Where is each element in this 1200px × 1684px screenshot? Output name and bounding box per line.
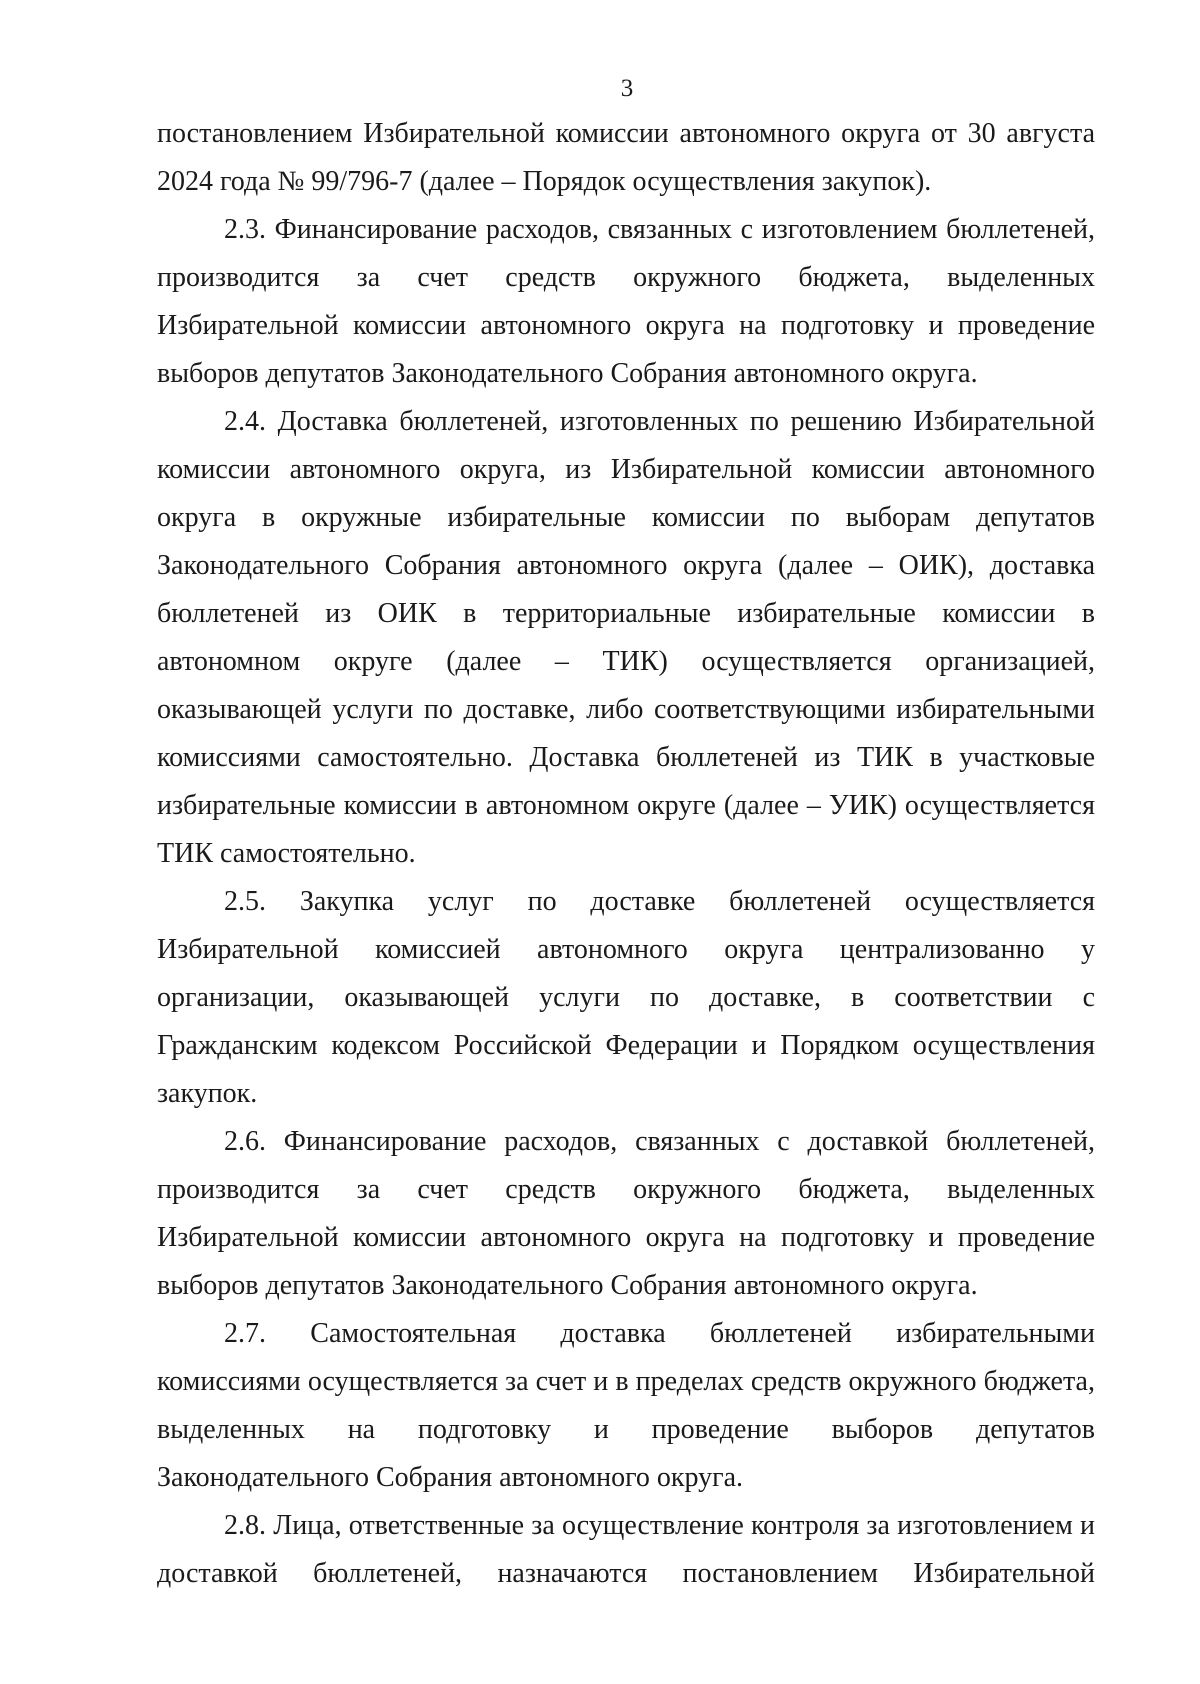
paragraph-2-8: 2.8. Лица, ответственные за осуществление контроля за изготовлением и доставкой бюллетеней, назначаются постановлением Избирательной: [157, 1510, 1095, 1589]
paragraph-continuation: постановлением Избирательной комиссии автономного округа от 30 августа 2024 года № 99/796-7 (далее – Порядок осуществления закупок).: [157, 118, 1095, 197]
document-body: [157, 110, 1095, 1598]
page-number: 3: [620, 75, 634, 102]
paragraph-2-4: 2.4. Доставка бюллетеней, изготовленных по решению Избирательной комиссии автономного округа, из Избирательной комиссии автономного округа в окружные избирательные комиссии по выборам депутатов Законодательного Собрания автономного округа (далее – ОИК), доставка бюллетеней из ОИК в территориальные избирательные комиссии в автономном округе (далее – ТИК) осуществляется организацией, оказывающей услуги по доставке, либо соответствующими избирательными комиссиями самостоятельно. Доставка бюллетеней из ТИК в участковые избирательные комиссии в автономном округе (далее – УИК) осуществляется ТИК самостоятельно.: [157, 406, 1095, 869]
paragraph-2-3: 2.3. Финансирование расходов, связанных с изготовлением бюллетеней, производится за счет средств окружного бюджета, выделенных Избирательной комиссии автономного округа на подготовку и проведение выборов депутатов Законодательного Собрания автономного округа.: [157, 214, 1095, 389]
paragraph-2-7: 2.7. Самостоятельная доставка бюллетеней избирательными комиссиями осуществляется за счет и в пределах средств окружного бюджета, выделенных на подготовку и проведение выборов депутатов Законодательного Собрания автономного округа.: [157, 1318, 1095, 1493]
paragraph-2-5: 2.5. Закупка услуг по доставке бюллетеней осуществляется Избирательной комиссией автономного округа централизованно у организации, оказывающей услуги по доставке, в соответствии с Гражданским кодексом Российской Федерации и Порядком осуществления закупок.: [157, 886, 1095, 1109]
paragraph-2-6: 2.6. Финансирование расходов, связанных с доставкой бюллетеней, производится за счет средств окружного бюджета, выделенных Избирательной комиссии автономного округа на подготовку и проведение выборов депутатов Законодательного Собрания автономного округа.: [157, 1126, 1095, 1301]
